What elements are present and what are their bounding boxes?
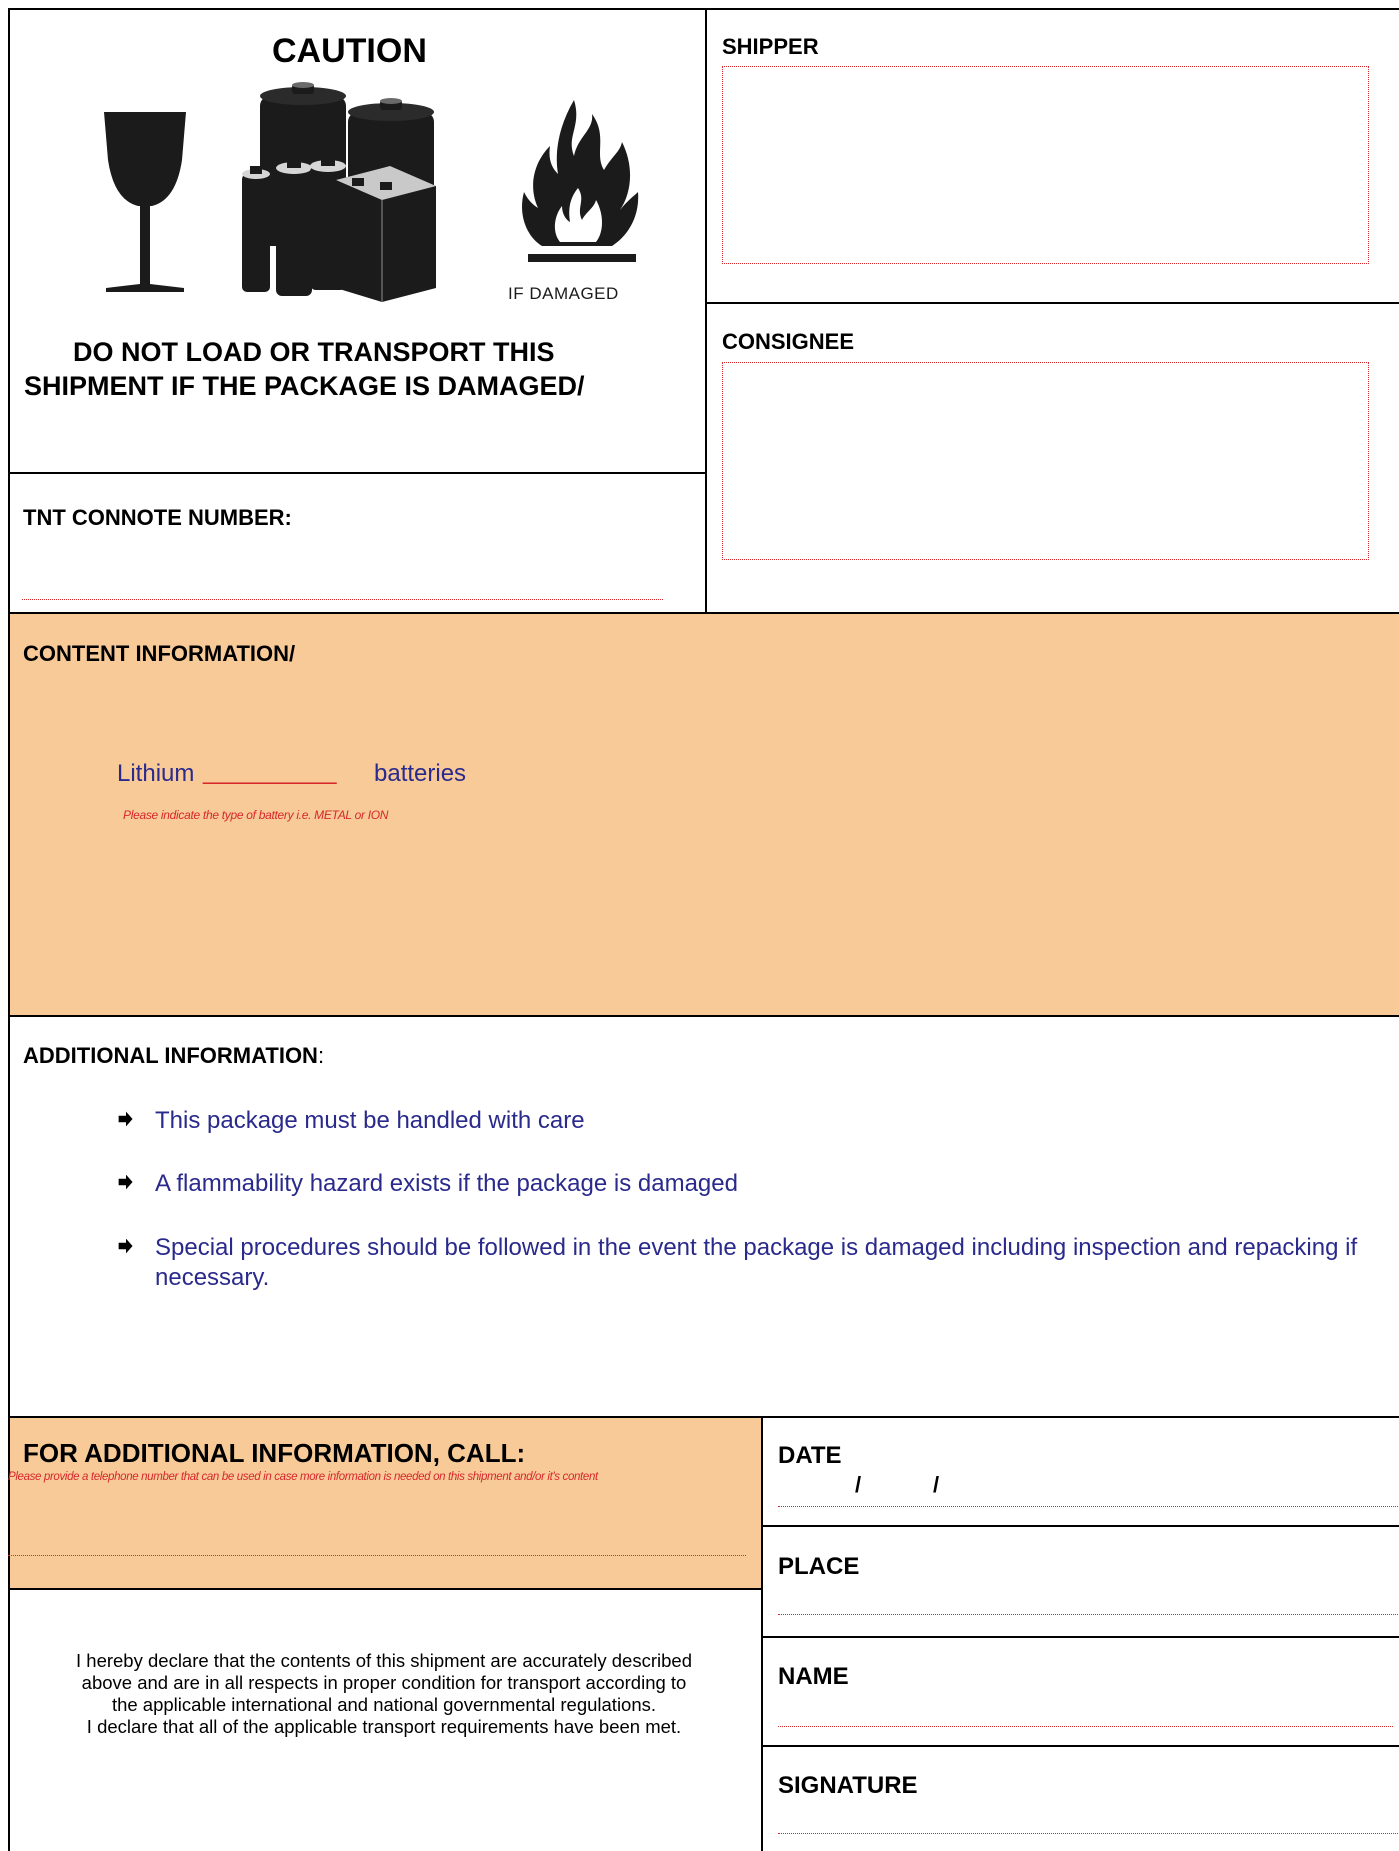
divider-date-place	[761, 1525, 1399, 1527]
connote-number-field[interactable]	[22, 599, 663, 600]
date-label: DATE	[778, 1442, 842, 1469]
signature-label: SIGNATURE	[778, 1772, 918, 1799]
declaration-line-1: I hereby declare that the contents of this shipment are accurately described	[76, 1650, 692, 1671]
additional-info-colon: :	[317, 1043, 325, 1068]
declaration-line-4: I declare that all of the applicable transport requirements have been met.	[86, 1716, 682, 1737]
date-field[interactable]	[778, 1506, 1398, 1507]
call-phone-field[interactable]	[8, 1555, 746, 1556]
connote-label: TNT CONNOTE NUMBER:	[23, 505, 292, 530]
divider-place-name	[761, 1636, 1399, 1638]
additional-info-label-text: ADDITIONAL INFORMATION	[23, 1043, 318, 1068]
consignee-label: CONSIGNEE	[722, 329, 855, 354]
name-label: NAME	[778, 1663, 849, 1690]
battery-type-field[interactable]: __________	[203, 758, 337, 785]
frame-left	[8, 8, 10, 1851]
caution-warning-line1: DO NOT LOAD OR TRANSPORT THIS	[73, 337, 555, 367]
frame-top	[8, 8, 1399, 10]
additional-item-1: This package must be handled with care	[155, 1107, 585, 1134]
arrow-bullet-icon	[115, 1233, 155, 1255]
shipper-label: SHIPPER	[722, 34, 819, 59]
battery-type-hint: Please indicate the type of battery i.e. METAL or ION	[123, 808, 389, 822]
declaration-text	[18, 1650, 750, 1738]
place-field[interactable]	[778, 1614, 1398, 1615]
additional-info-label	[23, 1043, 324, 1069]
caution-warning-line2: SHIPMENT IF THE PACKAGE IS DAMAGED/	[24, 371, 585, 401]
date-separator-1: /	[855, 1472, 862, 1497]
divider-content-top	[8, 612, 1399, 614]
declaration-line-3: the applicable international and national governmental regulations.	[111, 1694, 657, 1715]
additional-item-3: Special procedures should be followed in the event the package is damaged including inspection and repacking if necessary.	[155, 1234, 1358, 1291]
name-field[interactable]	[778, 1726, 1393, 1727]
batteries-icon	[240, 82, 455, 302]
fragile-glass-icon	[100, 108, 190, 298]
list-item	[115, 1169, 738, 1199]
arrow-bullet-icon	[115, 1169, 155, 1191]
consignee-field[interactable]	[722, 362, 1369, 560]
place-label: PLACE	[778, 1553, 860, 1580]
arrow-bullet-icon	[115, 1106, 155, 1128]
divider-name-signature	[761, 1745, 1399, 1747]
list-item	[115, 1106, 585, 1136]
content-info-label: CONTENT INFORMATION/	[23, 641, 296, 666]
additional-item-2: A flammability hazard exists if the package is damaged	[155, 1170, 738, 1197]
divider-top-middle	[705, 8, 707, 613]
divider-call-declaration	[8, 1588, 762, 1590]
declaration-line-2: above and are in all respects in proper condition for transport according to	[81, 1672, 687, 1693]
list-item	[115, 1233, 1365, 1293]
shipper-field[interactable]	[722, 66, 1369, 264]
divider-caution-connote	[8, 472, 706, 474]
divider-additional-bottom	[8, 1416, 1399, 1418]
divider-bottom-middle	[761, 1416, 763, 1851]
divider-content-bottom	[8, 1015, 1399, 1017]
call-hint: Please provide a telephone number that can be used in case more information is needed on this shipment and/or it's content	[8, 1471, 598, 1483]
signature-field[interactable]	[778, 1833, 1398, 1834]
date-separator-2: /	[933, 1472, 940, 1497]
if-damaged-label: IF DAMAGED	[508, 284, 619, 303]
divider-shipper-consignee	[705, 302, 1399, 304]
lithium-label: Lithium	[117, 760, 195, 787]
flame-icon	[516, 96, 646, 276]
batteries-label: batteries	[374, 760, 467, 787]
call-label: FOR ADDITIONAL INFORMATION, CALL:	[23, 1438, 526, 1468]
caution-title: CAUTION	[272, 32, 427, 70]
